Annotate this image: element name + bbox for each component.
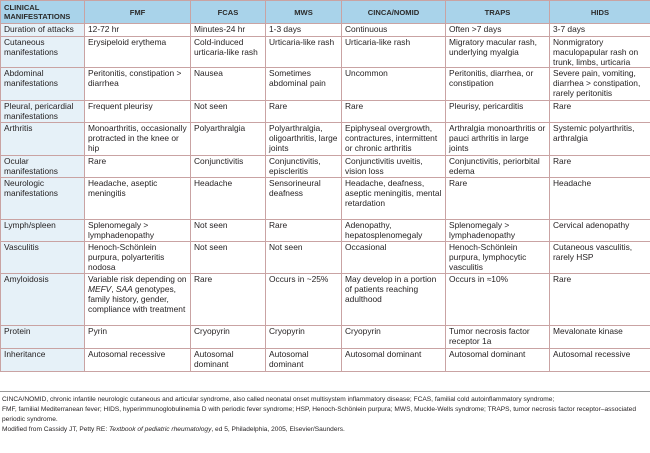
row-label: Ocular manifestations bbox=[1, 156, 85, 178]
table-row bbox=[1, 156, 650, 178]
table-cell: Henoch-Schönlein purpura, polyarteritis nodosa bbox=[85, 242, 191, 274]
table-row bbox=[1, 68, 650, 101]
table-cell: Headache bbox=[550, 178, 650, 220]
table-cell: Splenomegaly > lymphadenopathy bbox=[85, 220, 191, 242]
table-cell: 3-7 days bbox=[550, 24, 650, 37]
table-cell: Cryopyrin bbox=[266, 326, 342, 349]
row-label: Duration of attacks bbox=[1, 24, 85, 37]
table-row bbox=[1, 24, 650, 37]
table-row bbox=[1, 220, 650, 242]
table-cell: Urticaria-like rash bbox=[266, 37, 342, 68]
table-cell: Rare bbox=[550, 156, 650, 178]
table-cell: Conjunctivitis, periorbital edema bbox=[446, 156, 550, 178]
table-cell: Continuous bbox=[342, 24, 446, 37]
col-header-cinca-nomid: CINCA/NOMID bbox=[342, 1, 446, 24]
row-label: Arthritis bbox=[1, 123, 85, 156]
table-cell: Monoarthritis, occasionally protracted in the knee or hip bbox=[85, 123, 191, 156]
amyloid-text-after: genotypes, family history, gender, compliance with treatment bbox=[88, 284, 186, 314]
table-cell: Migratory macular rash, underlying myalgia bbox=[446, 37, 550, 68]
table-cell: Occasional bbox=[342, 242, 446, 274]
col-header-fcas: FCAS bbox=[191, 1, 266, 24]
table-cell: Pyrin bbox=[85, 326, 191, 349]
table-cell: Polyarthralgia, oligoarthritis, large joints bbox=[266, 123, 342, 156]
source-suffix: , ed 5, Philadelphia, 2005, Elsevier/Saunders. bbox=[211, 426, 345, 433]
table-cell: Not seen bbox=[266, 242, 342, 274]
gene-saa: SAA bbox=[115, 284, 133, 294]
table-cell: Rare bbox=[266, 101, 342, 123]
table-cell: Uncommon bbox=[342, 68, 446, 101]
table-cell: Rare bbox=[342, 101, 446, 123]
col-header-traps: TRAPS bbox=[446, 1, 550, 24]
table-cell: Frequent pleurisy bbox=[85, 101, 191, 123]
col-header-hids: HIDS bbox=[550, 1, 650, 24]
header-row bbox=[1, 1, 650, 24]
table-cell: Cervical adenopathy bbox=[550, 220, 650, 242]
table-cell: Cold-induced urticaria-like rash bbox=[191, 37, 266, 68]
amyloid-text-before: Variable risk depending on bbox=[88, 274, 187, 284]
table-cell: Autosomal dominant bbox=[342, 349, 446, 372]
table-cell: Peritonitis, diarrhea, or constipation bbox=[446, 68, 550, 101]
table-cell bbox=[85, 274, 191, 326]
table-cell: Nonmigratory maculopapular rash on trunk, limbs, urticaria bbox=[550, 37, 650, 68]
table-cell: Often >7 days bbox=[446, 24, 550, 37]
table-cell: Mevalonate kinase bbox=[550, 326, 650, 349]
table-cell: Occurs in ≈10% bbox=[446, 274, 550, 326]
table-cell: Splenomegaly > lymphadenopathy bbox=[446, 220, 550, 242]
table-cell: Cryopyrin bbox=[342, 326, 446, 349]
row-label: Abdominal manifestations bbox=[1, 68, 85, 101]
table-cell: Sensorineural deafness bbox=[266, 178, 342, 220]
table-cell: Severe pain, vomiting, diarrhea > constipation, rarely peritonitis bbox=[550, 68, 650, 101]
table-cell: Conjunctivitis uveitis, vision loss bbox=[342, 156, 446, 178]
row-label: Pleural, pericardial manifestations bbox=[1, 101, 85, 123]
source-book-title: Textbook of pediatric rheumatology bbox=[109, 426, 212, 433]
table-cell: Minutes-24 hr bbox=[191, 24, 266, 37]
table-cell: Rare bbox=[446, 178, 550, 220]
table-cell: Cryopyrin bbox=[191, 326, 266, 349]
table-cell: Occurs in ~25% bbox=[266, 274, 342, 326]
table-cell: Arthralgia monoarthritis or pauci arthritis in large joints bbox=[446, 123, 550, 156]
table-cell: Headache bbox=[191, 178, 266, 220]
footnote-abbreviations-1: CINCA/NOMID, chronic infantile neurologic cutaneous and articular syndrome, also called neonatal onset multisystem inflammatory disease; FCAS, familial cold autoinflammatory syndrome; bbox=[2, 396, 555, 403]
table-cell: Epiphyseal overgrowth, contractures, intermittent or chronic arthritis bbox=[342, 123, 446, 156]
footnote-source bbox=[0, 425, 650, 435]
table-cell: Polyarthralgia bbox=[191, 123, 266, 156]
table-cell: 1-3 days bbox=[266, 24, 342, 37]
row-label: Cutaneous manifestations bbox=[1, 37, 85, 68]
row-label: Amyloidosis bbox=[1, 274, 85, 326]
table-cell: Cutaneous vasculitis, rarely HSP bbox=[550, 242, 650, 274]
table-cell: Peritonitis, constipation > diarrhea bbox=[85, 68, 191, 101]
row-label: Inheritance bbox=[1, 349, 85, 372]
table-cell: Henoch-Schönlein purpura, lymphocytic vasculitis bbox=[446, 242, 550, 274]
row-label: Lymph/spleen bbox=[1, 220, 85, 242]
row-label: Protein bbox=[1, 326, 85, 349]
table-cell: Not seen bbox=[191, 242, 266, 274]
row-label: Neurologic manifestations bbox=[1, 178, 85, 220]
amyloid-text-sep: , bbox=[111, 284, 116, 294]
table-cell: Rare bbox=[266, 220, 342, 242]
table-cell: Not seen bbox=[191, 101, 266, 123]
footnotes bbox=[0, 391, 650, 435]
table-cell: Conjunctivitis, episcleritis bbox=[266, 156, 342, 178]
table-row bbox=[1, 274, 650, 326]
table-row bbox=[1, 349, 650, 372]
table-cell: Urticaria-like rash bbox=[342, 37, 446, 68]
source-prefix: Modified from Cassidy JT, Petty RE: bbox=[2, 426, 109, 433]
table-cell: 12-72 hr bbox=[85, 24, 191, 37]
col-header-fmf: FMF bbox=[85, 1, 191, 24]
table-row bbox=[1, 242, 650, 274]
table-cell: May develop in a portion of patients reaching adulthood bbox=[342, 274, 446, 326]
table-cell: Headache, aseptic meningitis bbox=[85, 178, 191, 220]
table-row bbox=[1, 123, 650, 156]
table-cell: Systemic polyarthritis, arthralgia bbox=[550, 123, 650, 156]
table-row bbox=[1, 101, 650, 123]
table-cell: Rare bbox=[85, 156, 191, 178]
table-cell: Autosomal recessive bbox=[550, 349, 650, 372]
table-cell: Conjunctivitis bbox=[191, 156, 266, 178]
col-header-mws: MWS bbox=[266, 1, 342, 24]
footnote-abbreviations-2: FMF, familial Mediterranean fever; HIDS, hyperimmunoglobulinemia D with periodic fever syndrome; HSP, Henoch-Schönlein purpura; MWS, Muckle-Wells syndrome; TRAPS, tumor necrosis factor receptor–associated periodic syndrome. bbox=[2, 406, 636, 423]
table-cell: Not seen bbox=[191, 220, 266, 242]
table-cell: Rare bbox=[550, 101, 650, 123]
table-cell: Rare bbox=[191, 274, 266, 326]
col-header-clinical-manifestations: CLINICAL MANIFESTATIONS bbox=[1, 1, 85, 24]
footnote-divider bbox=[0, 391, 650, 392]
table-cell: Tumor necrosis factor receptor 1a bbox=[446, 326, 550, 349]
table-cell: Headache, deafness, aseptic meningitis, mental retardation bbox=[342, 178, 446, 220]
table-row bbox=[1, 326, 650, 349]
table-cell: Sometimes abdominal pain bbox=[266, 68, 342, 101]
table-cell: Pleurisy, pericarditis bbox=[446, 101, 550, 123]
table-cell: Erysipeloid erythema bbox=[85, 37, 191, 68]
table-row bbox=[1, 37, 650, 68]
row-label: Vasculitis bbox=[1, 242, 85, 274]
table-cell: Autosomal recessive bbox=[85, 349, 191, 372]
table-cell: Rare bbox=[550, 274, 650, 326]
table-cell: Autosomal dominant bbox=[446, 349, 550, 372]
table-cell: Autosomal dominant bbox=[266, 349, 342, 372]
gene-mefv: MEFV bbox=[88, 284, 112, 294]
table-cell: Nausea bbox=[191, 68, 266, 101]
table-row bbox=[1, 178, 650, 220]
table-cell: Autosomal dominant bbox=[191, 349, 266, 372]
table-cell: Adenopathy, hepatosplenomegaly bbox=[342, 220, 446, 242]
